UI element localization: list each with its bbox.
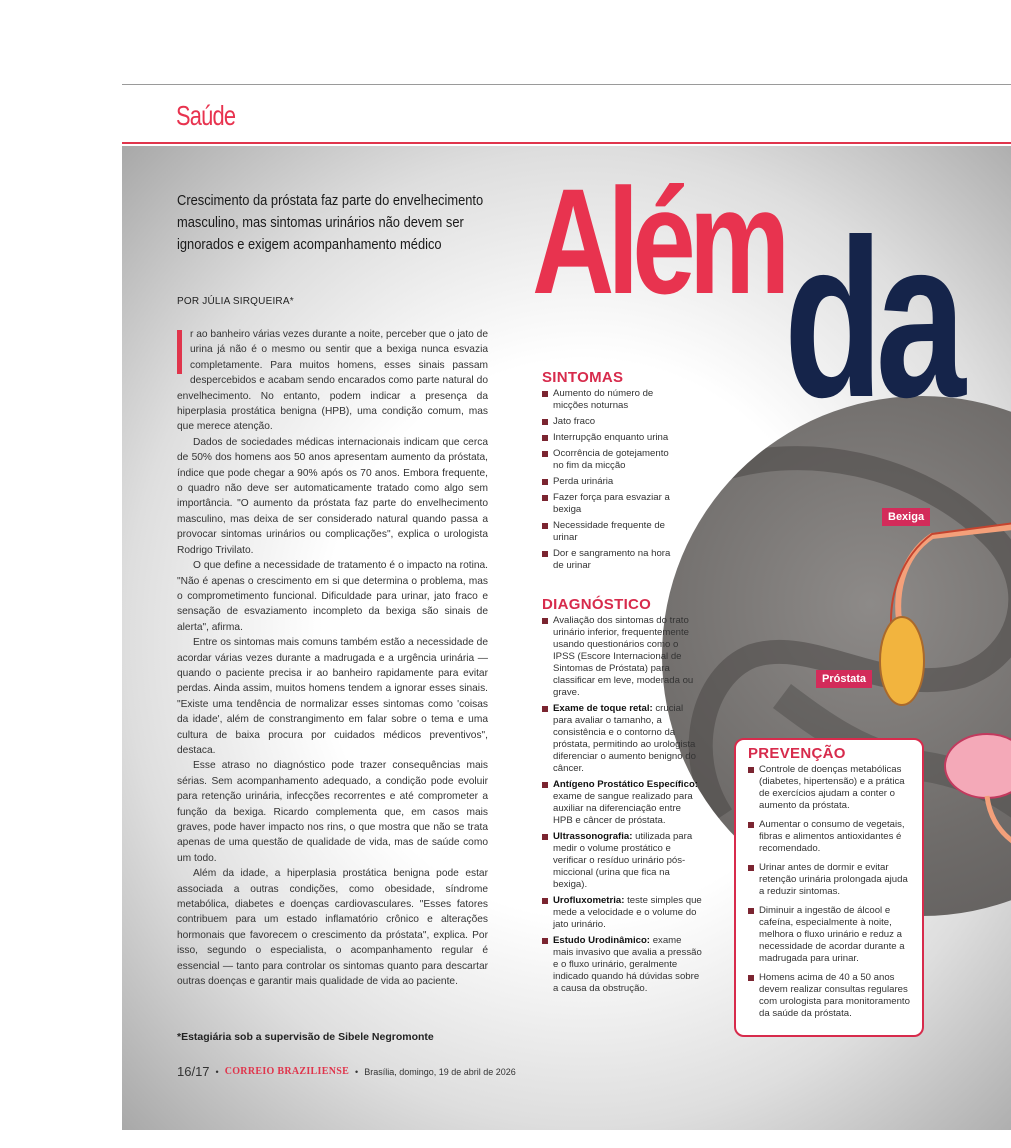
lede: Crescimento da próstata faz parte do envelhecimento masculino, mas sintomas urinários não devem ser ignorados e exigem acompanhamento médico	[177, 192, 484, 253]
issue-date: Brasília, domingo, 19 de abril de 2026	[364, 1066, 516, 1077]
list-item: Aumento do número de micções noturnas	[542, 388, 682, 412]
folio-separator: •	[355, 1066, 359, 1077]
list-item: Interrupção enquanto urina	[542, 432, 682, 444]
list-item: Jato fraco	[542, 416, 682, 428]
body-paragraph: Além da idade, a hiperplasia prostática benigna pode estar associada a outras condições, como obesidade, síndrome metabólica, diabetes e doenças cardiovasculares. "Esses fatores contribuem para um estado inflamatório crônico e alterações hormonais que favorecem o crescimento da próstata", explica. Por isso, segundo o especialista, o acompanhamento regular é essencial — tanto para controlar os sintomas quanto para descartar outras doenças e garantir mais qualidade de vida ao paciente.	[177, 868, 488, 988]
headline-word-1: Além	[532, 157, 784, 325]
symptoms-list	[542, 388, 682, 572]
list-item: Urofluxometria: teste simples que mede a velocidade e o volume do jato urinário.	[542, 895, 702, 931]
list-item: Ocorrência de gotejamento no fim da micção	[542, 448, 682, 472]
top-rule	[122, 84, 1011, 85]
byline: POR JÚLIA SIRQUEIRA*	[177, 296, 294, 307]
body-paragraph: Dados de sociedades médicas internacionais indicam que cerca de 50% dos homens aos 50 anos apresentam aumento da próstata, índice que pode chegar a 90% após os 70 anos. Embora frequente, o quadro não deve ser automaticamente tratado como algo sem importância. "O aumento da próstata faz parte do envelhecimento masculino, mas deixa de ser considerado natural quando passa a provocar sintomas urinários ou complicações", explica o urologista Rodrigo Trivilato.	[177, 436, 488, 556]
body-paragraph: r ao banheiro várias vezes durante a noite, perceber que o jato de urina já não é o mesmo ou sentir que a bexiga nunca esvazia completamente. Para muitos homens, esses sinais passam despercebidos e acabam sendo encarados como parte natural do envelhecimento. No entanto, podem indicar a presença da hiperplasia prostática benigna (HPB), uma condição comum, mas que merece atenção.	[177, 329, 488, 433]
prevention-box	[734, 738, 924, 1037]
bladder-label: Bexiga	[882, 508, 930, 526]
folio	[177, 1064, 516, 1079]
list-item: Perda urinária	[542, 476, 682, 488]
list-item: Antígeno Prostático Específico: exame de sangue realizado para auxiliar na diferenciação entre HPB e câncer de próstata.	[542, 779, 702, 827]
section-title: Saúde	[176, 100, 236, 131]
headline-word-2: da	[784, 192, 959, 444]
article-body	[177, 327, 488, 989]
prevention-list	[748, 764, 912, 1020]
list-item: Avaliação dos sintomas do trato urinário inferior, frequentemente usando questionários como o IPSS (Escore Internacional de Sintomas de Próstata) para classificar em leve, moderada ou grave.	[542, 615, 702, 699]
symptoms-title: SINTOMAS	[542, 369, 624, 386]
body-paragraph: Esse atraso no diagnóstico pode trazer consequências mais sérias. Sem acompanhamento adequado, a condição pode evoluir para retenção urinária, infecções recorrentes e até comprometer a função da bexiga. Ricardo complementa que, em casos mais graves, pode haver impacto nos rins, o que mostra que não se trata apenas de uma questão de qualidade de vida, mas de saúde como um todo.	[177, 760, 488, 864]
list-item: Controle de doenças metabólicas (diabetes, hipertensão) e a prática de exercícios ajudam a conter o aumento da próstata.	[748, 764, 912, 812]
prevention-title: PREVENÇÃO	[748, 745, 846, 762]
list-item: Urinar antes de dormir e evitar retenção urinária prolongada ajuda a reduzir sintomas.	[748, 862, 912, 898]
list-item: Aumentar o consumo de vegetais, fibras e alimentos antioxidantes é recomendado.	[748, 819, 912, 855]
folio-separator: •	[215, 1066, 219, 1077]
list-item: Necessidade frequente de urinar	[542, 520, 682, 544]
page-numbers: 16/17	[177, 1064, 210, 1079]
diagnosis-title: DIAGNÓSTICO	[542, 596, 652, 613]
list-item: Diminuir a ingestão de álcool e cafeína, especialmente à noite, melhora o fluxo urinário e reduz a necessidade de acordar durante a madrugada para urinar.	[748, 905, 912, 965]
list-item: Homens acima de 40 a 50 anos devem realizar consultas regulares com urologista para monitoramento da saúde da próstata.	[748, 972, 912, 1020]
newspaper-name: CORREIO BRAZILIENSE	[224, 1066, 350, 1077]
body-paragraph: Entre os sintomas mais comuns também estão a necessidade de acordar várias vezes durante a madrugada e a urgência urinária — quando o paciente precisa ir ao banheiro rapidamente para evitar perdas. Ainda assim, muitos homens tendem a ignorar esses sinais. "Existe uma tendência de normalizar esses sintomas como 'coisas da idade', além de constrangimento em falar sobre o tema e uma cultura de baixa procura por cuidados médicos preventivos", destaca.	[177, 637, 488, 756]
list-item: Dor e sangramento na hora de urinar	[542, 548, 682, 572]
symptoms-box	[542, 369, 682, 576]
body-paragraph: O que define a necessidade de tratamento é o impacto na rotina. "Não é apenas o crescimento em si que determina o problema, mas o comprometimento funcional. Dificuldade para urinar, jato fraco e sensação de esvaziamento incompleto da bexiga são sinais de alerta", afirma.	[177, 560, 488, 633]
diagnosis-box	[542, 596, 702, 999]
list-item: Ultrassonografia: utilizada para medir o volume prostático e verificar o resíduo urinário pós-miccional (urina que fica na bexiga).	[542, 831, 702, 891]
diagnosis-list	[542, 615, 702, 995]
dropcap-bar	[177, 330, 182, 374]
section-rule	[122, 142, 1011, 144]
list-item: Estudo Urodinâmico: exame mais invasivo que avalia a pressão e o fluxo urinário, geralmente indicado quando há dúvidas sobre a causa da obstrução.	[542, 935, 702, 995]
list-item: Exame de toque retal: crucial para avaliar o tamanho, a consistência e o contorno da próstata, permitindo ao urologista diferenciar o aumento benigno do câncer.	[542, 703, 702, 775]
article-page	[122, 146, 1011, 1130]
footnote: *Estagiária sob a supervisão de Sibele Negromonte	[177, 1031, 434, 1043]
prostate-label: Próstata	[816, 670, 872, 688]
list-item: Fazer força para esvaziar a bexiga	[542, 492, 682, 516]
